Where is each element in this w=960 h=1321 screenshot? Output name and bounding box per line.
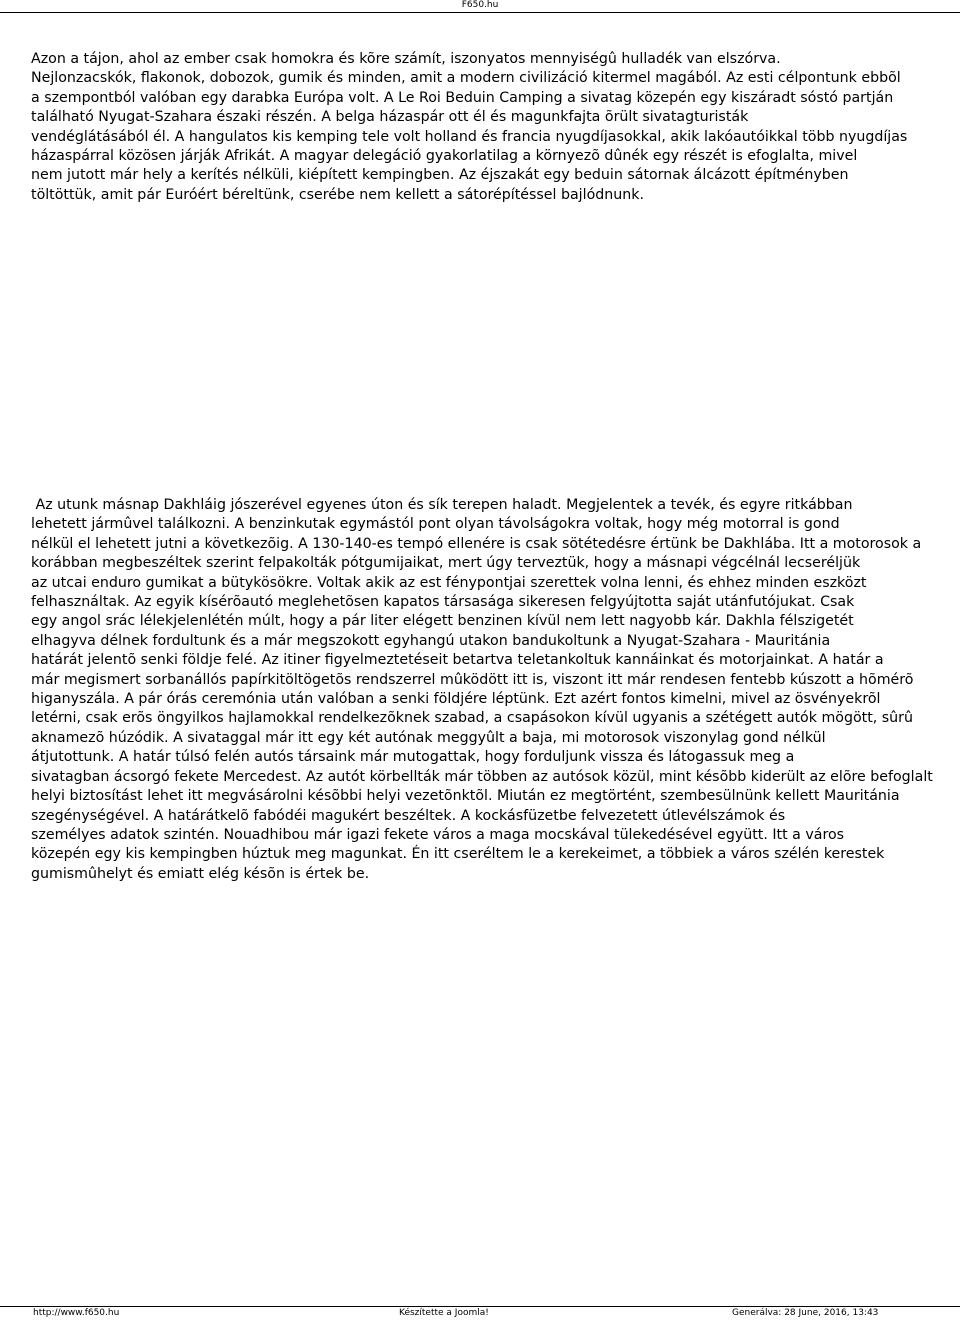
paragraph-line: nem jutott már hely a kerítés nélküli, kiépített kempingben. Az éjszakát egy beduin sátornak álcázott építményben — [31, 167, 849, 184]
paragraph-line: a szempontból valóban egy darabka Európa volt. A Le Roi Beduin Camping a sivatag közepén egy kiszáradt sóstó partján — [31, 89, 894, 106]
paragraph-line: Az utunk másnap Dakhláig jószerével egyenes úton és sík terepen haladt. Megjelentek a tevék, és egyre ritkábban — [31, 497, 853, 513]
paragraph-line: higanyszála. A pár órás ceremónia után valóban a senki földjére léptünk. Ezt azért fontos kimelni, mivel az ösvényekrõl — [31, 691, 881, 708]
article-paragraph-1 — [31, 50, 960, 205]
site-title: F650.hu — [461, 0, 499, 10]
paragraph-line: szegénységével. A határátkelõ fabódéi magukért beszéltek. A kockásfüzetbe felvezetett útlevélszámok és — [31, 807, 786, 824]
paragraph-line: sivatagban ácsorgó fekete Mercedest. Az autót körbellták már többen az autósok közül, mint késõbb kiderült az elõre befoglalt — [31, 768, 933, 785]
paragraph-line: már megismert sorbanállós papírkitöltögetõs rendszerrel mûködött itt is, viszont itt már rendesen fentebb kúszott a hõmérõ — [31, 671, 914, 688]
paragraph-line: korábban megbeszéltek szerint felpakolták pótgumijaikat, mert úgy terveztük, hogy a másnapi végcélnál lecseréljük — [31, 555, 861, 572]
paragraph-line: lehetett jármûvel találkozni. A benzinkutak egymástól pont olyan távolságokra voltak, hogy még motorral is gond — [31, 516, 840, 533]
paragraph-line: gumismûhelyt és emiatt elég késõn is értek be. — [31, 865, 370, 882]
paragraph-line: helyi biztosítást lehet itt megvásárolni késõbbi helyi vezetõnktõl. Miután ez megtörtént, szembesülnünk kellett Mauritánia — [31, 788, 900, 805]
footer-site-url: http://www.f650.hu — [33, 1308, 120, 1318]
page-footer — [0, 1306, 960, 1321]
paragraph-line: felhasználtak. Az egyik kísérõautó meglehetõsen kapatos társasága sikeresen felgyújtotta saját utánfutójukat. Csak — [31, 594, 855, 611]
paragraph-line: elhagyva délnek fordultunk és a már megszokott egyhangú utakon bandukoltunk a Nyugat-Szahara - Mauritánia — [31, 632, 831, 649]
paragraph-line: határát jelentõ senki földje felé. Az itiner figyelmeztetéseit betartva teletankoltuk kannáinkat és motorjainkat. A határ a — [31, 652, 884, 669]
paragraph-line: Azon a tájon, ahol az ember csak homokra és kõre számít, iszonyatos mennyiségû hulladék van elszórva. — [31, 51, 781, 67]
paragraph-line: Nejlonzacskók, flakonok, dobozok, gumik és minden, amit a modern civilizáció kitermel magából. Az esti célpontunk ebbõl — [31, 70, 901, 87]
paragraph-line: egy angol srác lélekjelenlétén múlt, hogy a pár liter elégett benzinen kívül nem lett nagyobb kár. Dakhla félszigetét — [31, 613, 854, 630]
paragraph-line: személyes adatok szintén. Nouadhibou már igazi fekete város a maga mocskával tülekedésével együtt. Itt a város — [31, 826, 845, 843]
page-header — [0, 0, 960, 13]
paragraph-line: aknamezõ húzódik. A sivataggal már itt egy két autónak meggyûlt a baja, mi motorosok viszonylag gond nélkül — [31, 729, 826, 746]
article-paragraph-2 — [31, 496, 960, 884]
paragraph-line: házaspárral közösen járják Afrikát. A magyar delegáció gyakorlatilag a környezõ dûnék egy részét is efoglalta, mivel — [31, 148, 858, 165]
paragraph-line: átjutottunk. A határ túlsó felén autós társaink már mutogattak, hogy forduljunk vissza és látogassuk meg a — [31, 749, 795, 766]
paragraph-line: nélkül el lehetett jutni a következõig. A 130-140-es tempó ellenére is csak sötétedésre értünk be Dakhlába. Itt a motorosok a — [31, 535, 922, 552]
footer-generated-date: Generálva: 28 June, 2016, 13:43 — [732, 1308, 879, 1318]
paragraph-line: töltöttük, amit pár Euróért béreltünk, cserébe nem kellett a sátorépítéssel bajlódnunk. — [31, 186, 644, 203]
footer-made-with: Készítette a Joomla! — [399, 1308, 489, 1318]
paragraph-line: található Nyugat-Szahara északi részén. A belga házaspár ott él és magunkfajta õrült sivatagturisták — [31, 109, 749, 126]
paragraph-line: vendéglátásából él. A hangulatos kis kemping tele volt holland és francia nyugdíjasokkal, akik lakóautóikkal több nyugdíjas — [31, 128, 908, 145]
paragraph-line: az utcai enduro gumikat a bütykösökre. Voltak akik az est fénypontjai szerettek volna lenni, és ehhez minden eszközt — [31, 574, 867, 591]
paragraph-line: letérni, csak erõs öngyilkos hajlamokkal rendelkezõknek szabad, a csapásokon kívül ugyanis a szétégett autók mögött, sûrû — [31, 710, 913, 727]
paragraph-line: közepén egy kis kempingben húztuk meg magunkat. Én itt cseréltem le a kerekeimet, a többiek a város szélén kerestek — [31, 846, 885, 863]
